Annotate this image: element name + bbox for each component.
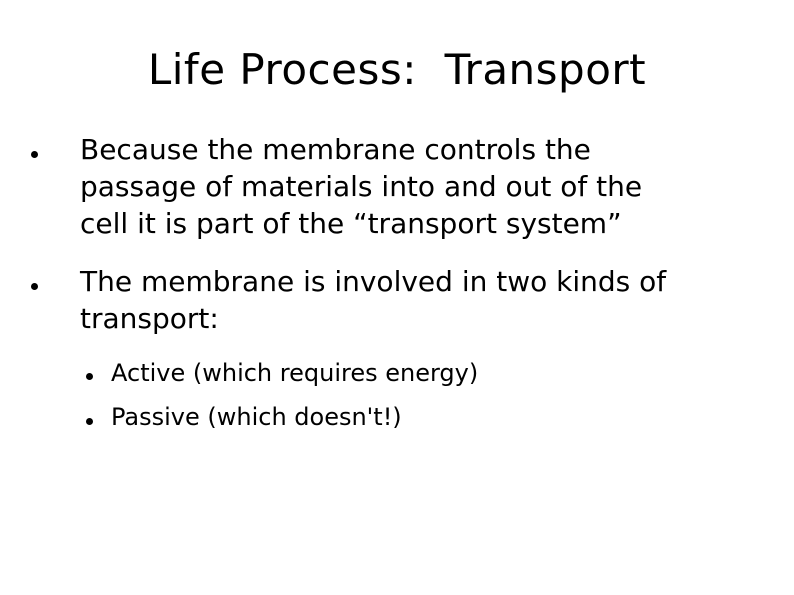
bullet-text-line: Because the membrane controls the (80, 133, 591, 166)
sub-bullet-text-active: Active (which requires energy) (111, 359, 479, 387)
bullet-text-line: cell it is part of the “transport system” (80, 207, 622, 240)
bullet-dot-icon (31, 151, 38, 158)
bullet-text-line: transport: (80, 302, 219, 335)
sub-bullet-dot-icon (86, 373, 93, 380)
bullet-text-line: The membrane is involved in two kinds of (80, 265, 667, 298)
sub-bullet-text-passive: Passive (which doesn't!) (111, 403, 402, 431)
slide-title: Life Process: Transport (147, 45, 647, 94)
bullet-dot-icon (31, 283, 38, 290)
bullet-text-line: passage of materials into and out of the (80, 170, 643, 203)
sub-bullet-dot-icon (86, 418, 93, 425)
